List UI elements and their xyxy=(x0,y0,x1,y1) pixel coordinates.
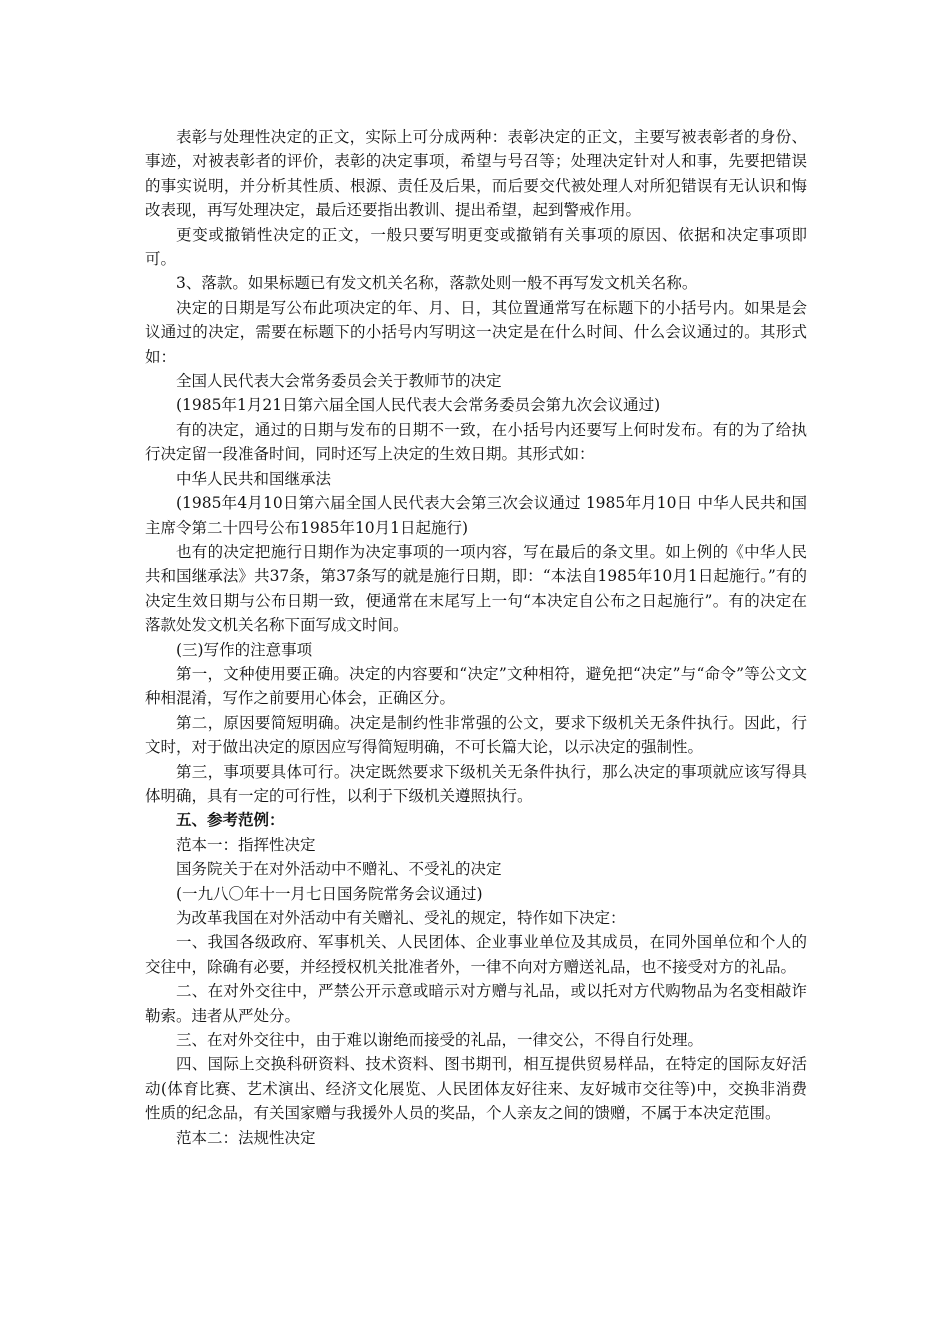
paragraph: 第一，文种使用要正确。决定的内容要和“决定”文种相符，避免把“决定”与“命令”等公文文种相混淆，写作之前要用心体会，正确区分。 xyxy=(145,664,807,708)
sample-label: 范本二：法规性决定 xyxy=(176,1128,316,1147)
example-date-note: (1985年1月21日第六届全国人民代表大会常务委员会第九次会议通过) xyxy=(176,396,661,415)
sample-date-note: (一九八〇年十一月七日国务院常务会议通过) xyxy=(176,884,483,903)
paragraph: 决定的日期是写公布此项决定的年、月、日，其位置通常写在标题下的小括号内。如果是会议通过的决定，需要在标题下的小括号内写明这一决定是在什么时间、什么会议通过的。其形式如： xyxy=(145,298,807,366)
section-heading: 五、参考范例： xyxy=(176,810,285,830)
paragraph: 为改革我国在对外活动中有关赠礼、受礼的规定，特作如下决定： xyxy=(176,909,626,927)
paragraph: 第二，原因要简短明确。决定是制约性非常强的公文，要求下级机关无条件执行。因此，行文时，对于做出决定的原因应写得简短明确，不可长篇大论，以示决定的强制性。 xyxy=(145,713,807,757)
example-date-note: (1985年4月10日第六届全国人民代表大会第三次会议通过 1985年月10日 中华人民共和国主席令第二十四号公布1985年10月1日起施行) xyxy=(145,494,807,537)
paragraph: 表彰与处理性决定的正文，实际上可分成两种：表彰决定的正文，主要写被表彰者的身份、事迹，对被表彰者的评价，表彰的决定事项，希望与号召等；处理决定针对人和事，先要把错误的事实说明，并分析其性质、根源、责任及后果，而后要交代被处理人对所犯错误有无认识和悔改表现，再写处理决定，最后还要指出教训、提出希望，起到警戒作用。 xyxy=(145,128,807,220)
sample-title: 国务院关于在对外活动中不赠礼、不受礼的决定 xyxy=(176,860,502,879)
subsection-heading: (三)写作的注意事项 xyxy=(176,640,313,659)
sample-label: 范本一：指挥性决定 xyxy=(176,835,316,854)
paragraph: 一、我国各级政府、军事机关、人民团体、企业事业单位及其成员，在同外国单位和个人的交往中，除确有必要，并经授权机关批准者外，一律不向对方赠送礼品，也不接受对方的礼品。 xyxy=(145,933,807,976)
paragraph: 第三，事项要具体可行。决定既然要求下级机关无条件执行，那么决定的事项就应该写得具体明确，具有一定的可行性，以利于下级机关遵照执行。 xyxy=(145,762,807,805)
paragraph: 二、在对外交往中，严禁公开示意或暗示对方赠与礼品，或以托对方代购物品为名变相敲诈勒索。违者从严处分。 xyxy=(145,982,807,1025)
paragraph: 有的决定，通过的日期与发布的日期不一致，在小括号内还要写上何时发布。有的为了给执行决定留一段准备时间，同时还写上决定的生效日期。其形式如： xyxy=(145,420,807,464)
example-title: 全国人民代表大会常务委员会关于教师节的决定 xyxy=(176,372,502,391)
paragraph: 三、在对外交往中，由于难以谢绝而接受的礼品，一律交公，不得自行处理。 xyxy=(176,1031,704,1050)
paragraph: 3、落款。如果标题已有发文机关名称，落款处则一般不再写发文机关名称。 xyxy=(176,274,698,293)
document-body xyxy=(145,125,807,1150)
paragraph: 四、国际上交换科研资料、技术资料、图书期刊，相互提供贸易样品，在特定的国际友好活动(体育比赛、艺术演出、经济文化展览、人民团体友好往来、友好城市交往等)中，交换非消费性质的纪念品，有关国家赠与我援外人员的奖品，个人亲友之间的馈赠，不属于本决定范围。 xyxy=(145,1055,807,1123)
paragraph: 更变或撤销性决定的正文，一般只要写明更变或撤销有关事项的原因、依据和决定事项即可。 xyxy=(145,225,807,269)
example-title: 中华人民共和国继承法 xyxy=(176,469,332,488)
paragraph: 也有的决定把施行日期作为决定事项的一项内容，写在最后的条文里。如上例的《中华人民共和国继承法》共37条，第37条写的就是施行日期，即：“本法自1985年10月1日起施行。”有的决定生效日期与公布日期一致，便通常在末尾写上一句“本决定自公布之日起施行”。有的决定在落款处发文机关名称下面写成文时间。 xyxy=(145,542,807,635)
